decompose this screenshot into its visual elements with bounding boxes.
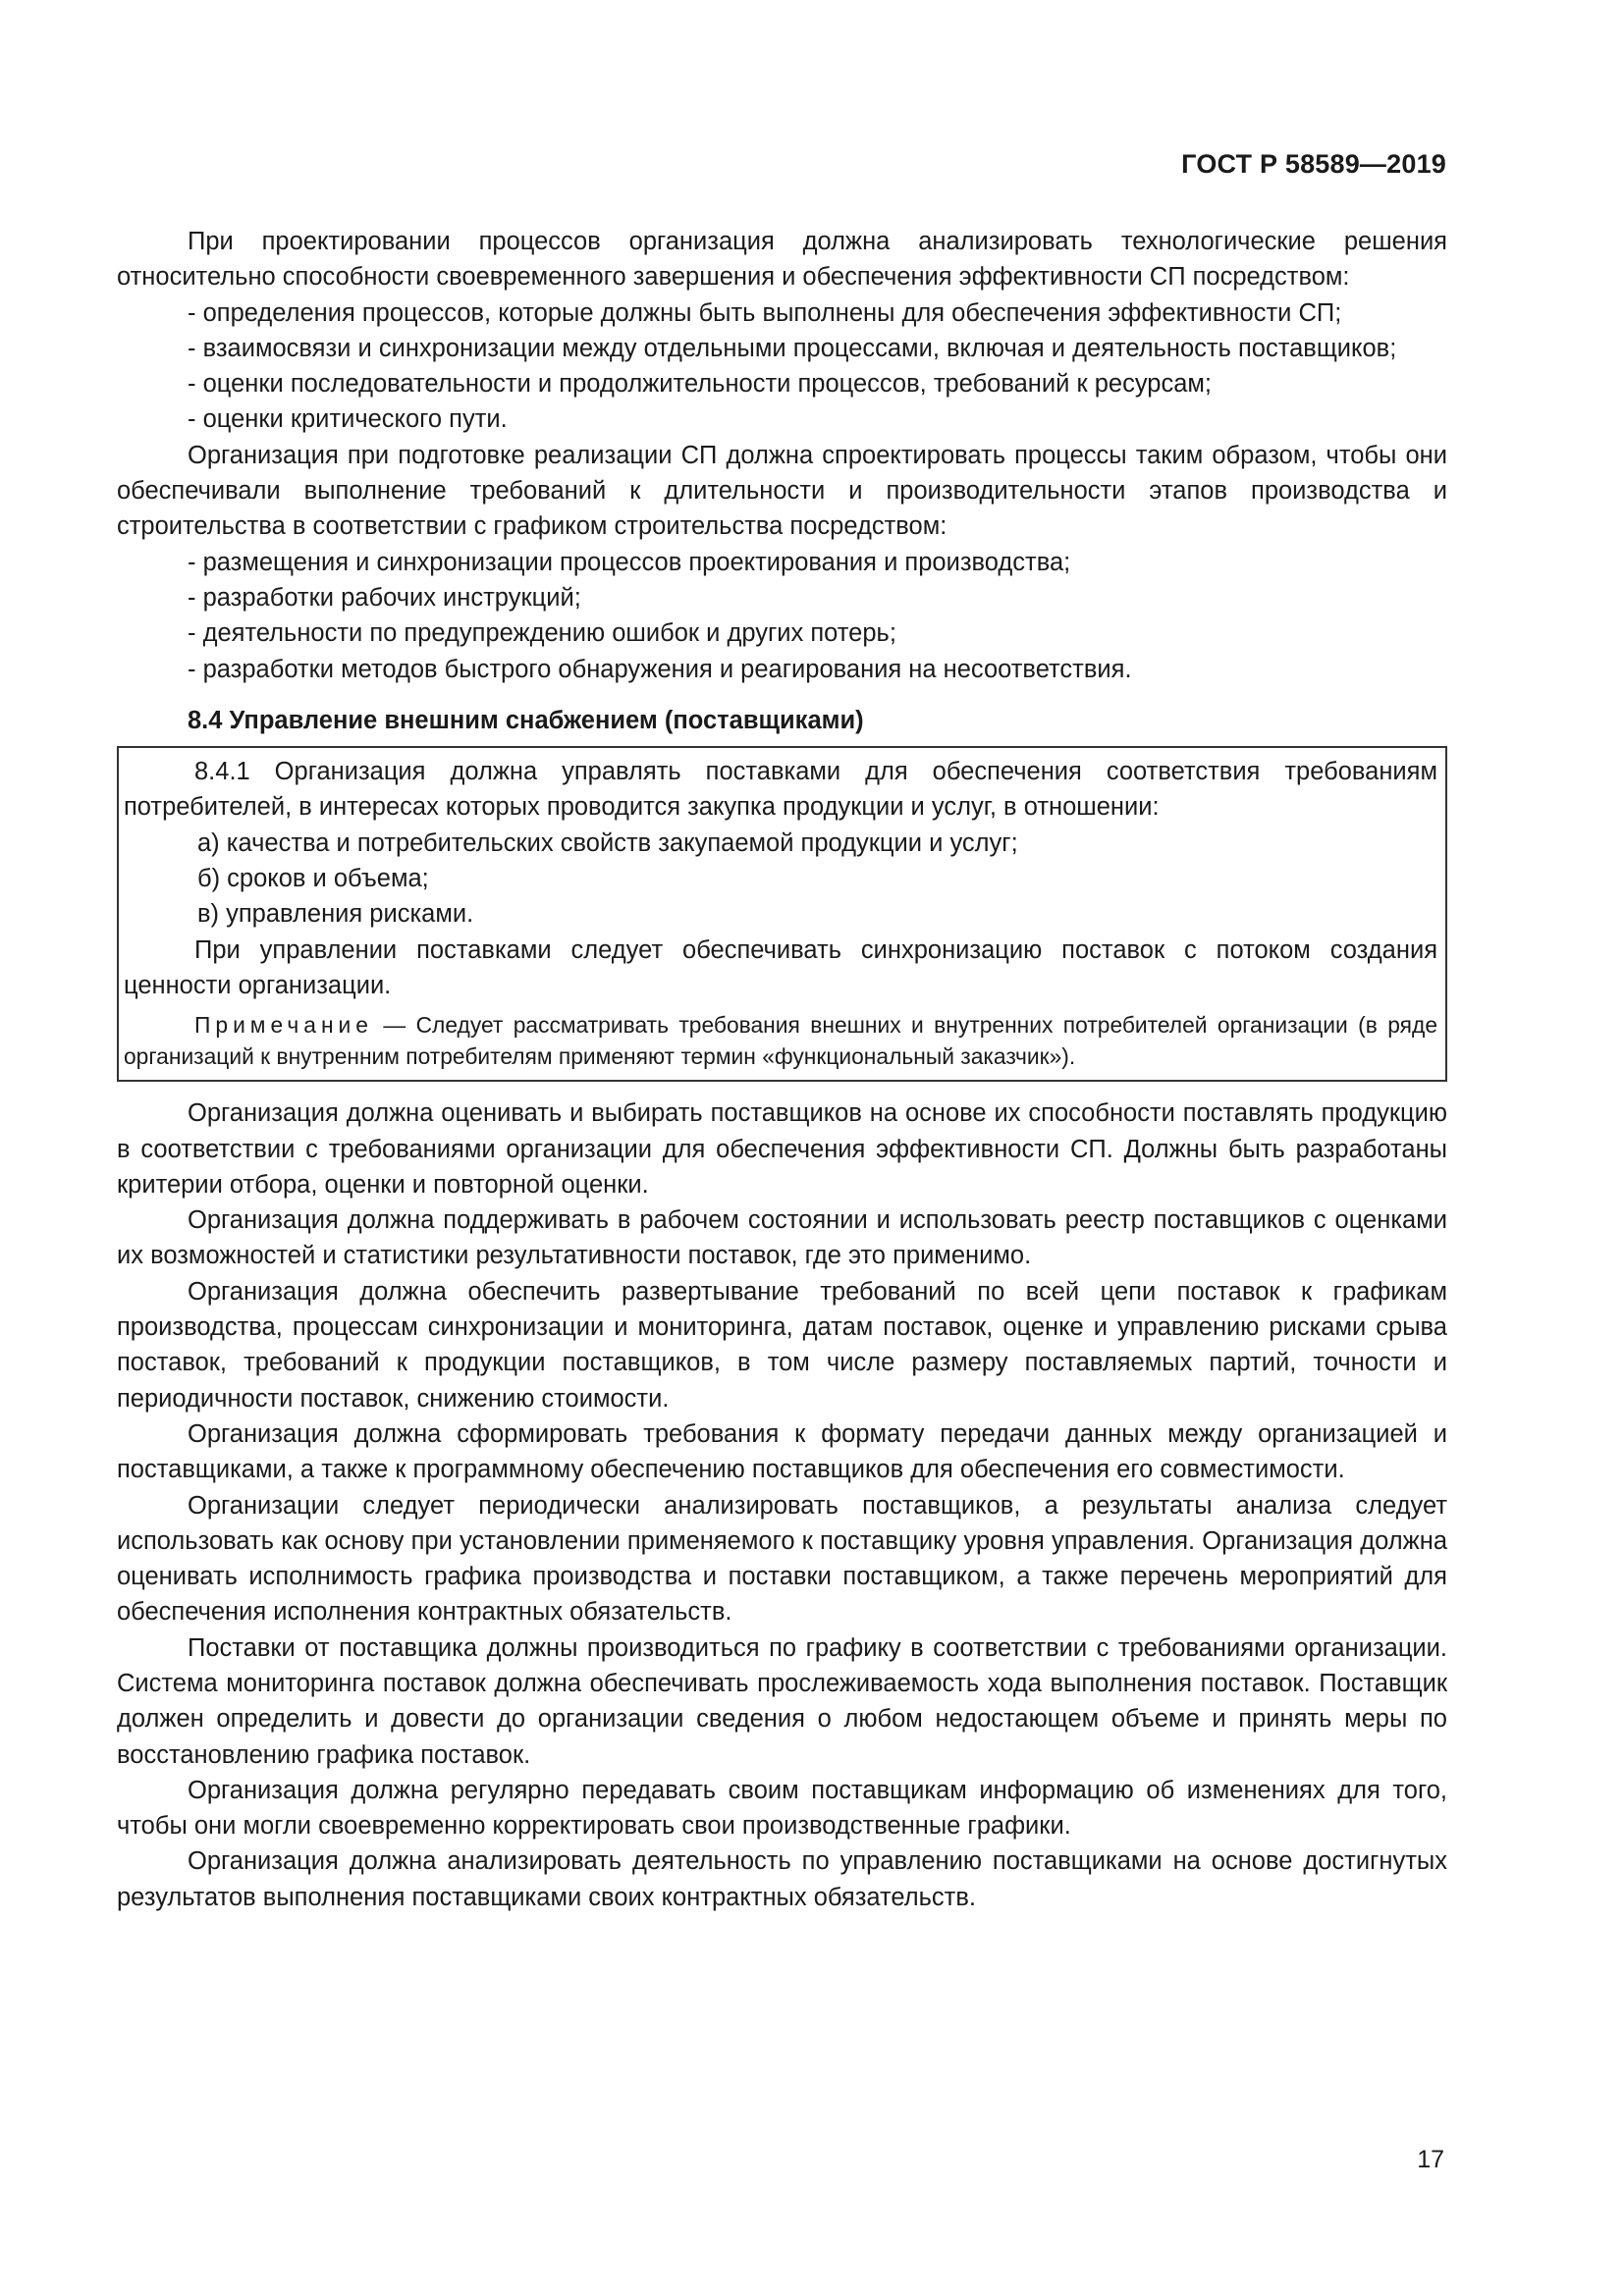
list-item: - размещения и синхронизации процессов проектирования и производства; bbox=[188, 548, 1071, 576]
box-list-item: в) управления рисками. bbox=[197, 900, 474, 929]
page-number: 17 bbox=[1417, 2146, 1444, 2173]
list-item: - деятельности по предупреждению ошибок и других потерь; bbox=[188, 619, 896, 648]
section-title: 8.4 Управление внешним снабжением (поставщиками) bbox=[188, 706, 864, 734]
paragraph: Организация должна оценивать и выбирать поставщиков на основе их способности поставлять продукцию в соответствии с требованиями организации для обеспечения эффективности СП. Должны быть разработаны критерии отбора, оценки и повторной оценки. bbox=[117, 1099, 1447, 1199]
box-list-item: а) качества и потребительских свойств закупаемой продукции и услуг; bbox=[197, 828, 1018, 857]
list-item: - разработки методов быстрого обнаружения и реагирования на несоответствия. bbox=[188, 655, 1132, 683]
list-item: - взаимосвязи и синхронизации между отдельными процессами, включая и деятельность поставщиков; bbox=[188, 334, 1397, 362]
box-list-item: б) сроков и объема; bbox=[197, 865, 429, 893]
paragraph: Организация должна сформировать требования к формату передачи данных между организацией и поставщиками, а также к программному обеспечению поставщиков для обеспечения его совместимости. bbox=[117, 1419, 1447, 1484]
box-paragraph: При управлении поставками следует обеспечивать синхронизацию поставок с потоком создания ценности организации. bbox=[124, 935, 1437, 999]
paragraph: Организация должна поддерживать в рабочем состоянии и использовать реестр поставщиков с оценками их возможностей и статистики результативности поставок, где это применимо. bbox=[117, 1206, 1447, 1270]
paragraph: Поставки от поставщика должны производиться по графику в соответствии с требованиями организации. Система мониторинга поставок должна обеспечивать прослеживаемость хода выполнения поставок. Поставщик должен определить и довести до организации сведения о любом недостающем объеме и принять меры по восстановлению графика поставок. bbox=[117, 1633, 1447, 1769]
paragraph: Организации следует периодически анализировать поставщиков, а результаты анализа следует использовать как основу при установлении применяемого к поставщику уровня управления. Организация должна оценивать исполнимость графика производства и поставки поставщиком, а также перечень мероприятий для обеспечения исполнения контрактных обязательств. bbox=[117, 1491, 1447, 1627]
box-note bbox=[124, 1009, 1437, 1072]
paragraph: Организация должна обеспечить развертывание требований по всей цепи поставок к графикам производства, процессам синхронизации и мониторинга, датам поставок, оценке и управлению рисками срыва поставок, требований к продукции поставщиков, в том числе размеру поставляемых партий, точности и периодичности поставок, снижению стоимости. bbox=[117, 1277, 1447, 1413]
requirement-box bbox=[117, 746, 1447, 1082]
paragraph: Организация должна анализировать деятельность по управлению поставщиками на основе достигнутых результатов выполнения поставщиками своих контрактных обязательств. bbox=[117, 1847, 1447, 1911]
document-header-code: ГОСТ Р 58589—2019 bbox=[1181, 149, 1446, 179]
list-item: - оценки последовательности и продолжительности процессов, требований к ресурсам; bbox=[188, 370, 1213, 399]
note-label: Примечание bbox=[194, 1012, 373, 1039]
intro-paragraph: При проектировании процессов организация должна анализировать технологические решения относительно способности своевременного завершения и обеспечения эффективности СП посредством: bbox=[117, 228, 1447, 292]
box-paragraph: 8.4.1 Организация должна управлять поставками для обеспечения соответствия требованиям потребителей, в интересах которых проводится закупка продукции и услуг, в отношении: bbox=[124, 758, 1437, 822]
list-item: - разработки рабочих инструкций; bbox=[188, 583, 581, 612]
paragraph: Организация должна регулярно передавать своим поставщикам информацию об изменениях для того, чтобы они могли своевременно корректировать свои производственные графики. bbox=[117, 1776, 1447, 1841]
document-body bbox=[117, 224, 1447, 1915]
list-item: - оценки критического пути. bbox=[188, 405, 508, 434]
list-item: - определения процессов, которые должны быть выполнены для обеспечения эффективности СП; bbox=[188, 298, 1342, 327]
paragraph: Организация при подготовке реализации СП должна спроектировать процессы таким образом, чтобы они обеспечивали выполнение требований к длительности и производительности этапов производства и строительства в соответствии с графиком строительства посредством: bbox=[117, 441, 1447, 541]
note-text: — Следует рассматривать требования внешних и внутренних потребителей организации (в ряде организаций к внутренним потребителям применяют термин «функциональный заказчик»). bbox=[124, 1012, 1437, 1070]
